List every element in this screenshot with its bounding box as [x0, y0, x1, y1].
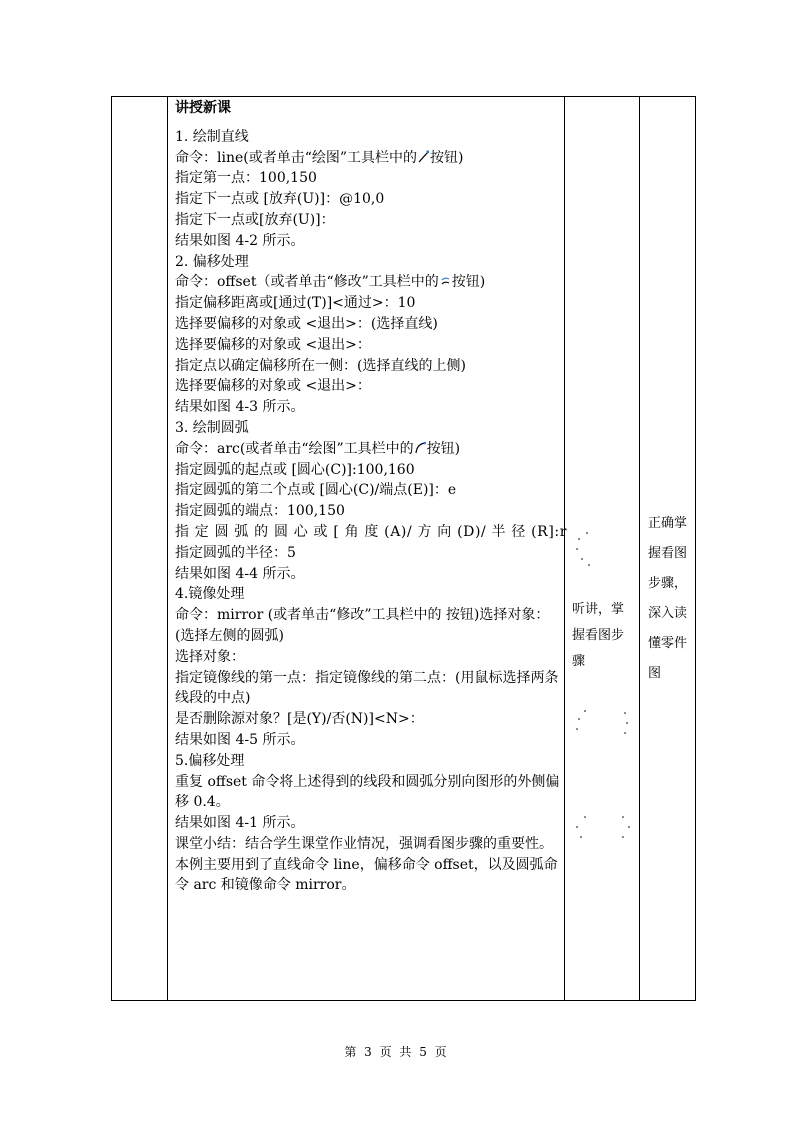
page-footer: 第 3 页 共 5 页	[344, 1045, 449, 1059]
content-line: 选择要偏移的对象或 <退出>：(选择直线)	[175, 315, 438, 332]
content-line: 4.镜像处理	[175, 586, 245, 603]
content-line: 选择要偏移的对象或 <退出>：	[175, 336, 371, 353]
arc-tool-icon	[415, 440, 426, 453]
content-line: 指定圆弧的半径：5	[175, 544, 296, 561]
offset-tool-icon	[440, 273, 451, 286]
content-line: 2. 偏移处理	[175, 253, 249, 270]
content-line: 命令：mirror (或者单击“修改”工具栏中的 按钮)选择对象：(选择左侧的圆弧)	[175, 607, 550, 644]
content-line: 结果如图 4-4 所示。	[175, 565, 305, 582]
content-line: 结果如图 4-1 所示。	[175, 815, 305, 832]
content-line: 命令：line(或者单击“绘图”工具栏中的 按钮)	[175, 149, 464, 166]
decorative-dot-marks	[567, 517, 637, 847]
content-line: 指定镜像线的第一点：指定镜像线的第二点：(用鼠标选择两条线段的中点)	[175, 669, 559, 707]
section-title: 讲授新课	[175, 100, 231, 116]
content-line: 选择要偏移的对象或 <退出>：	[175, 378, 371, 395]
content-line: 5.偏移处理	[175, 752, 245, 769]
student-activity: 听讲，掌握看图步骤	[572, 602, 625, 669]
content-line: 指定圆弧的起点或 [圆心(C)]:100,160	[175, 461, 415, 478]
content-line: 指定圆弧的圆心或[角度(A)/方向(D)/半径(R]:r	[175, 523, 567, 540]
content-line: 3. 绘制圆弧	[175, 419, 249, 436]
content-line: 结果如图 4-5 所示。	[175, 731, 305, 748]
teaching-goal: 正确掌握看图步骤，深入读懂零件图	[648, 516, 688, 681]
column-divider	[639, 97, 640, 1000]
content-line: 选择对象：	[175, 648, 245, 665]
content-line: 结果如图 4-2 所示。	[175, 232, 305, 249]
content-line: 指定圆弧的第二个点或 [圆心(C)/端点(E)]：e	[175, 482, 457, 499]
content-line: 命令：offset（或者单击“修改”工具栏中的 按钮)	[175, 274, 486, 291]
content-line: 指定下一点或 [放弃(U)]：@10,0	[175, 191, 385, 208]
content-line: 指定偏移距离或[通过(T)]<通过>：10	[175, 295, 416, 312]
content-line: 1. 绘制直线	[175, 128, 249, 145]
content-line: 指定圆弧的端点：100,150	[175, 503, 345, 520]
lesson-table	[111, 96, 696, 1001]
content-line: 命令：arc(或者单击“绘图”工具栏中的 按钮)	[175, 440, 461, 457]
lesson-content	[175, 98, 567, 896]
content-line: 结果如图 4-3 所示。	[175, 399, 305, 416]
content-line: 重复 offset 命令将上述得到的线段和圆弧分别向图形的外侧偏移 0.4。	[175, 773, 560, 811]
content-line: 课堂小结：结合学生课堂作业情况，强调看图步骤的重要性。	[175, 835, 553, 852]
content-line: 指定第一点：100,150	[175, 170, 317, 187]
content-line: 指定下一点或[放弃(U)]：	[175, 211, 335, 228]
content-line: 本例主要用到了直线命令 line，偏移命令 offset，以及圆弧命令 arc 和镜像命令 mirror。	[175, 856, 558, 894]
content-line: 指定点以确定偏移所在一侧：(选择直线的上侧)	[175, 357, 466, 374]
content-line: 是否删除源对象？[是(Y)/否(N)]<N>：	[175, 711, 424, 728]
column-divider	[167, 97, 168, 1000]
line-tool-icon	[418, 149, 429, 162]
